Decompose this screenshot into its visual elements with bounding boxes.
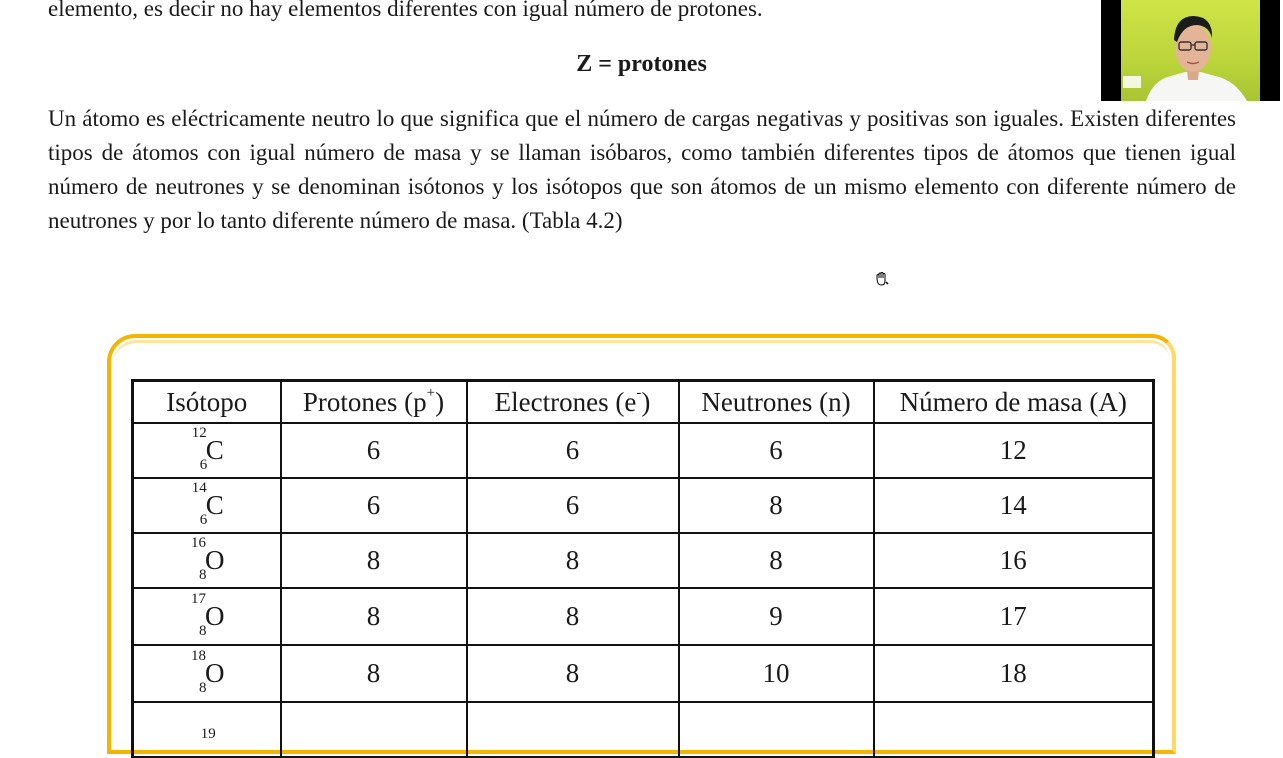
- nuclide-mass: 18: [191, 648, 206, 664]
- table-row: [133, 478, 1154, 533]
- mass-number-cell: 17: [874, 588, 1154, 645]
- electrons-cell: 6: [467, 478, 679, 533]
- header-electrons-charge: -: [636, 384, 642, 401]
- table-row: [133, 423, 1154, 478]
- header-neutrons: Neutrones (n): [679, 381, 874, 424]
- neutrons-cell: [679, 702, 874, 757]
- presenter-figure: [1101, 0, 1280, 101]
- table-row: [133, 533, 1154, 588]
- mass-number-cell: 16: [874, 533, 1154, 588]
- neutrons-cell: 6: [679, 423, 874, 478]
- nuclide-symbol: O: [205, 545, 225, 575]
- nuclide-notation: [190, 425, 224, 473]
- nuclide-mass: 12: [191, 425, 207, 441]
- table-header-row: [133, 381, 1154, 424]
- header-protons-label: Protones (p: [302, 386, 427, 417]
- nuclide-atomic-number: 6: [199, 457, 208, 473]
- nuclide-notation: [190, 480, 224, 528]
- protons-cell: 8: [281, 588, 467, 645]
- electrons-cell: 8: [467, 533, 679, 588]
- mass-number-cell: 18: [874, 645, 1154, 702]
- isotope-cell: [133, 645, 281, 702]
- header-mass-number: Número de masa (A): [874, 381, 1154, 424]
- formula-z-equals-protons: Z = protones: [576, 51, 707, 77]
- mass-number-cell: 12: [874, 423, 1154, 478]
- nuclide-notation: [189, 648, 225, 696]
- neutrons-cell: 10: [679, 645, 874, 702]
- neutrons-cell: 8: [679, 478, 874, 533]
- nuclide-atomic-number: 8: [199, 623, 207, 639]
- nuclide-notation: [189, 591, 225, 639]
- protons-cell: 8: [281, 533, 467, 588]
- nuclide-symbol: C: [205, 435, 224, 465]
- protons-cell: 6: [281, 478, 467, 533]
- body-paragraph: Un átomo es eléctricamente neutro lo que significa que el número de cargas negativas y positivas son iguales. Existen diferentes tipos de átomos con igual número de masa y se llaman isóbaros, como también diferentes tipos de átomos que tienen igual número de neutrones y se denominan isótonos y los isótopos que son átomos de un mismo elemento con diferente número de neutrones y por lo tanto diferente número de masa. (Tabla 4.2): [48, 106, 1236, 233]
- nuclide-symbol: O: [205, 601, 225, 631]
- mass-number-cell: 14: [874, 478, 1154, 533]
- isotope-table: [131, 379, 1155, 758]
- mass-number-cell: [874, 702, 1154, 757]
- header-isotope: Isótopo: [133, 381, 281, 424]
- nuclide-mass: 16: [191, 535, 206, 551]
- neutrons-cell: 9: [679, 588, 874, 645]
- hand-grab-cursor-icon: [873, 270, 891, 288]
- nuclide-mass: 19: [200, 726, 216, 742]
- isotope-cell: [133, 423, 281, 478]
- nuclide-notation: [189, 535, 225, 583]
- electrons-cell: 8: [467, 588, 679, 645]
- nuclide-symbol: C: [205, 490, 224, 520]
- table-row: [133, 588, 1154, 645]
- protons-cell: [281, 702, 467, 757]
- electrons-cell: 8: [467, 645, 679, 702]
- header-protons-charge: +: [426, 384, 436, 401]
- nuclide-atomic-number: 6: [199, 512, 208, 528]
- header-protons: Protones (p+): [281, 381, 467, 424]
- paragraph-fragment: elemento, es decir no hay elementos diferentes con igual número de protones.: [48, 0, 763, 21]
- isotope-cell: [133, 478, 281, 533]
- presenter-webcam-overlay: [1101, 0, 1280, 101]
- isotope-cell: [133, 702, 281, 757]
- table-row: [133, 645, 1154, 702]
- protons-cell: 6: [281, 423, 467, 478]
- isotope-cell: [133, 588, 281, 645]
- nuclide-symbol: O: [205, 658, 225, 688]
- electrons-cell: [467, 702, 679, 757]
- nuclide-atomic-number: 8: [199, 680, 207, 696]
- protons-cell: 8: [281, 645, 467, 702]
- isotope-cell: [133, 533, 281, 588]
- table-row: [133, 702, 1154, 757]
- nuclide-mass: 17: [191, 591, 206, 607]
- neutrons-cell: 8: [679, 533, 874, 588]
- header-electrons: Electrones (e-): [467, 381, 679, 424]
- nuclide-atomic-number: 8: [199, 567, 207, 583]
- header-electrons-label: Electrones (e: [494, 386, 637, 417]
- nuclide-mass: 14: [191, 480, 207, 496]
- electrons-cell: 6: [467, 423, 679, 478]
